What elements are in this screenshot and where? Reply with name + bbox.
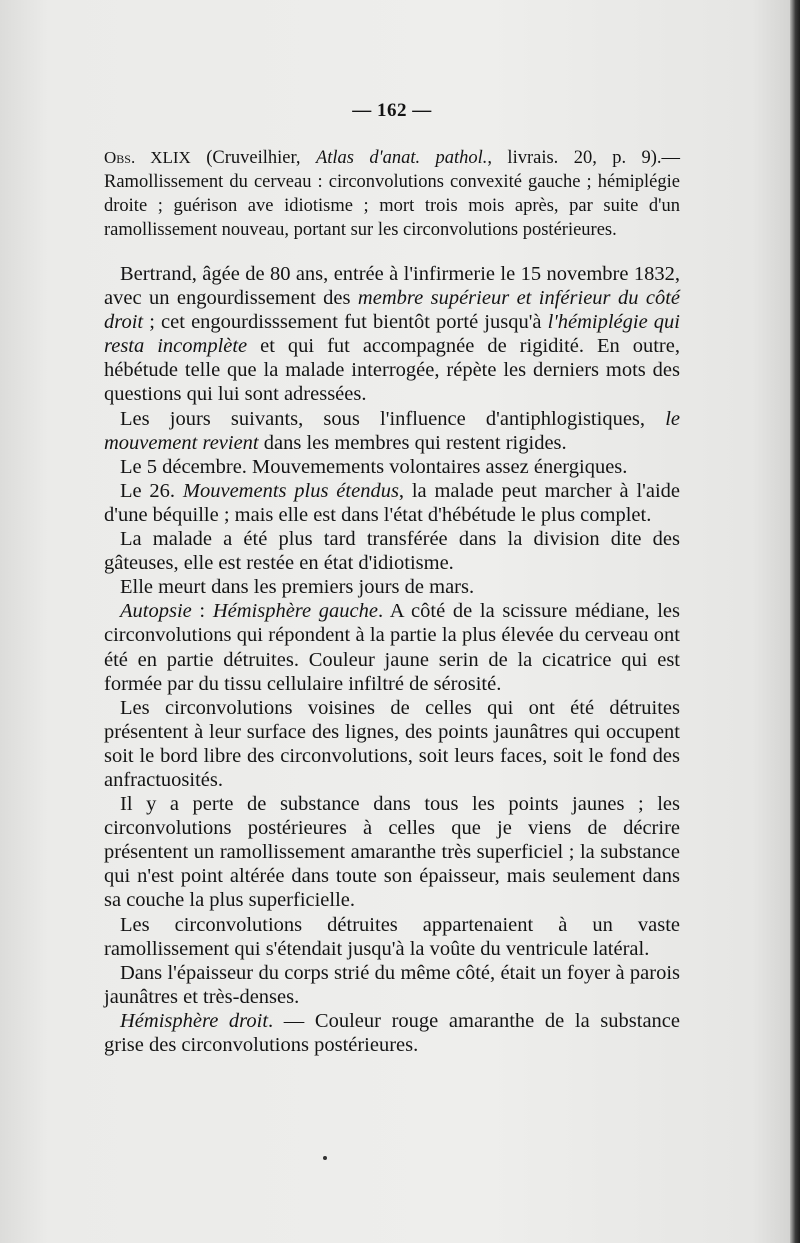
paragraph-italic: Hémisphère gauche: [212, 600, 379, 623]
body-text: [104, 262, 680, 1057]
paragraph-5: [104, 527, 680, 575]
paragraph-text: . — Couleur rouge amaranthe de la substance grise des circonvolutions postérieures.: [104, 1009, 680, 1056]
paragraph-italic: Hémisphère droit: [120, 1009, 269, 1032]
paragraph-10: [104, 913, 680, 961]
paragraph-2: [104, 407, 680, 455]
paragraph-text: Les circonvolutions détruites appartenaient à un vaste ramollissement qui s'étendait jusqu'à la voûte du ventricule latéral.: [104, 913, 680, 960]
paragraph-7: [104, 599, 680, 695]
observation-header: [104, 146, 680, 242]
paragraph-text: Les jours suivants, sous l'influence d'antiphlogistiques,: [120, 407, 666, 430]
observation-summary: Ramollissement du cerveau : circonvolutions convexité gauche ; hémiplégie droite ; guérison ave idiotisme ; mort trois mois après, par suite d'un ramollissement nouveau, portant sur les circonvolutions postérieures.: [104, 172, 680, 240]
paragraph-italic: l'hémiplégie qui resta incomplète: [104, 311, 680, 358]
paragraph-9: [104, 792, 680, 912]
paragraph-3: [104, 455, 680, 479]
paragraph-italic: membre supérieur et inférieur du côté droit: [104, 287, 680, 334]
paragraph-8: [104, 696, 680, 792]
paragraph-text: Il y a perte de substance dans tous les points jaunes ; les circonvolutions postérieures à celles que je viens de décrire présentent un ramollissement amaranthe très superficiel ; la substance qui n'est point altérée dans toute son épaisseur, mais seulement dans sa couche la plus superficielle.: [104, 793, 680, 912]
paragraph-text: Le 5 décembre. Mouvemements volontaires assez énergiques.: [120, 455, 628, 478]
paragraph-italic: le mouvement revient: [104, 407, 680, 454]
paragraph-text: dans les membres qui restent rigides.: [258, 431, 567, 454]
paragraph-text: Dans l'épaisseur du corps strié du même côté, était un foyer à parois jaunâtres et très-denses.: [104, 961, 680, 1008]
paragraph-text: et qui fut accompagnée de rigidité. En outre, hébétude telle que la malade interrogée, répète les derniers mots des questions qui lui sont adressées.: [104, 335, 680, 406]
paragraph-text: La malade a été plus tard transférée dans la division dite des gâteuses, elle est restée en état d'idiotisme.: [104, 528, 680, 575]
ink-speck: [323, 1156, 327, 1160]
paragraph-12: [104, 1009, 680, 1057]
paragraph-text: Le 26.: [120, 479, 183, 502]
paragraph-text: Bertrand, âgée de 80 ans, entrée à l'infirmerie le 15 novembre 1832, avec un engourdissement des: [104, 263, 680, 310]
paragraph-text: , la malade peut marcher à l'aide d'une béquille ; mais elle est dans l'état d'hébétude le plus complet.: [104, 479, 680, 526]
paragraph-text: ; cet engourdisssement fut bientôt porté jusqu'à: [143, 311, 548, 334]
page-number: — 162 —: [352, 100, 432, 121]
paragraph-1: [104, 262, 680, 407]
paragraph-italic: Mouvements plus étendus: [182, 479, 399, 502]
paragraph-text: . A côté de la scissure médiane, les circonvolutions qui répondent à la partie la plus élevée du cerveau ont été en partie détruites. Couleur jaune serin de la cicatrice qui est formée par du tissu cellulaire infiltré de sérosité.: [104, 600, 680, 695]
observation-label: Obs. XLIX: [104, 148, 191, 167]
observation-author: (Cruveilhier,: [206, 148, 301, 168]
paragraph-text: Elle meurt dans les premiers jours de mars.: [120, 576, 475, 599]
paragraph-text: Les circonvolutions voisines de celles qui ont été détruites présentent à leur surface des lignes, des points jaunâtres qui occupent soit le bord libre des circonvolutions, soit leurs faces, soit le fond des anfractuosités.: [104, 696, 680, 791]
observation-source-rest: , livrais. 20, p. 9).—: [487, 148, 681, 168]
paragraph-italic: Autopsie: [120, 600, 192, 623]
paragraph-4: [104, 479, 680, 527]
paragraph-11: [104, 961, 680, 1009]
paragraph-6: [104, 575, 680, 599]
observation-source: Atlas d'anat. pathol.: [315, 148, 488, 168]
book-spine-shadow: [790, 0, 800, 1243]
paragraph-text: :: [191, 600, 213, 623]
